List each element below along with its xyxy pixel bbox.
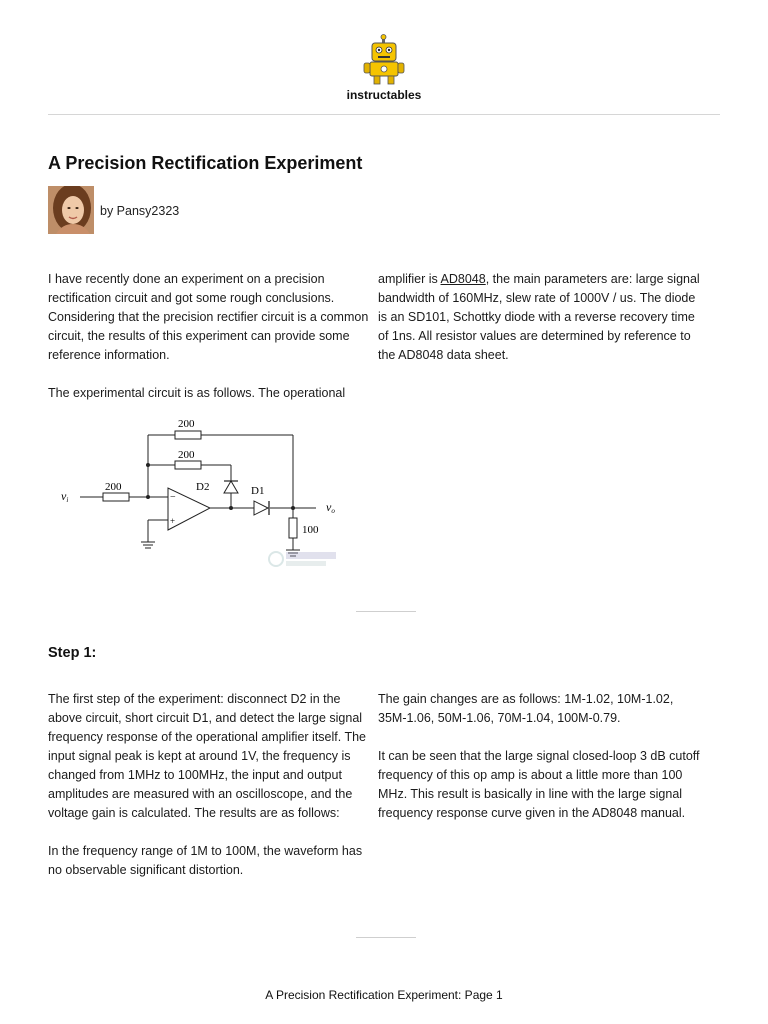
step1-right-column (378, 690, 700, 842)
diode-d2-label: D2 (196, 481, 210, 493)
step1-paragraph: It can be seen that the large signal closed-loop 3 dB cutoff frequency of this op amp is about a little more than 100 MHz. This result is basically in line with the large signal frequency response curve given in the AD8048 manual. (378, 749, 700, 820)
intro-paragraph: I have recently done an experiment on a precision rectification circuit and got some rough conclusions. Considering that the precision rectifier circuit is a common circuit, the results of this experiment can provide some reference information. (48, 272, 369, 362)
resistor-mid (175, 461, 201, 469)
resistor-load (289, 518, 297, 538)
author-avatar[interactable] (48, 186, 94, 234)
ground-symbol (141, 542, 155, 548)
junction-dot (291, 506, 295, 510)
resistor-mid-label: 200 (178, 449, 195, 461)
junction-dot (229, 506, 233, 510)
step1-paragraph: The first step of the experiment: disconnect D2 in the above circuit, short circuit D1, and detect the large signal frequency response of the operational amplifier itself. The input signal peak is kept at around 1V, the frequency is changed from 1MHz to 100MHz, the input and output amplitudes are measured with an oscilloscope, and the voltage gain is calculated. The results are as follows: (48, 692, 367, 820)
intro-left-column (48, 270, 370, 422)
step-title: Step 1: (48, 645, 97, 661)
page-title: A Precision Rectification Experiment (48, 153, 363, 173)
resistor-top (175, 431, 201, 439)
intro-paragraph (378, 270, 700, 365)
watermark-logo (269, 552, 336, 566)
robot-mascot-icon[interactable] (358, 34, 410, 86)
intro-right-column (378, 270, 700, 384)
step1-paragraph: The gain changes are as follows: 1M-1.02, 10M-1.02, 35M-1.06, 50M-1.06, 70M-1.04, 100M-0.79. (378, 692, 674, 725)
author-byline[interactable]: by Pansy2323 (100, 204, 180, 218)
opamp-minus: − (170, 492, 176, 503)
junction-dot (146, 463, 150, 467)
intro-prefix: amplifier is (378, 272, 441, 286)
section-divider (356, 611, 416, 612)
output-voltage-label: vo (326, 500, 335, 515)
diode-d1-label: D1 (251, 485, 265, 497)
resistor-input-label: 200 (105, 481, 122, 493)
diode-d2 (224, 481, 238, 493)
section-divider (356, 937, 416, 938)
resistor-input (103, 493, 129, 501)
junction-dot (146, 495, 150, 499)
opamp-plus: + (170, 516, 176, 526)
header-divider (48, 114, 720, 115)
page-footer: A Precision Rectification Experiment: Page 1 (265, 988, 503, 1002)
brand-name[interactable]: instructables (346, 88, 422, 102)
step1-left-column (48, 690, 370, 899)
input-voltage-label: vi (61, 489, 69, 504)
intro-paragraph: The experimental circuit is as follows. The operational (48, 386, 346, 400)
ad8048-link[interactable]: AD8048 (440, 272, 486, 286)
resistor-load-label: 100 (302, 524, 319, 536)
diode-d1 (254, 501, 269, 515)
step1-paragraph: In the frequency range of 1M to 100M, the waveform has no observable significant distortion. (48, 844, 363, 877)
resistor-top-label: 200 (178, 418, 195, 430)
precision-rectifier-circuit (48, 410, 378, 580)
intro-suffix: , the main parameters are: large signal bandwidth of 160MHz, slew rate of 1000V / us. The diode is an SD101, Schottky diode with a reverse recovery time of 1ns. All resistor values are determined by reference to the AD8048 data sheet. (378, 272, 700, 362)
